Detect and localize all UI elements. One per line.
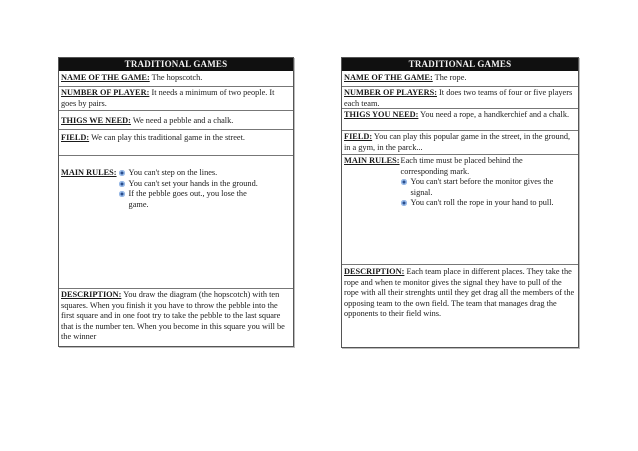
rule-item: You can't step on the lines.: [119, 168, 267, 179]
field-label: FIELD:: [61, 133, 90, 142]
rules-label: MAIN RULES:: [344, 156, 400, 165]
bullet-icon: [119, 191, 125, 197]
card-title: TRADITIONAL GAMES: [342, 58, 578, 71]
game-name-field: [59, 72, 293, 86]
description-value: Each team place in different places. They take the rope and when te monitor gives the signal they have to pull of the rope with all their strenghts until they get drag all the members of the opposing team to the own field. The team that manages drag the opponents to their field wins.: [344, 267, 575, 318]
players-label: NUMBER OF PLAYERS:: [344, 88, 437, 97]
rule-item: You can't set your hands in the ground.: [119, 179, 267, 190]
field-value: We can play this traditional game in the street.: [91, 133, 245, 142]
rule-item: Each time must be placed behind the corresponding mark.: [400, 156, 523, 176]
bullet-icon: [119, 170, 125, 176]
game-name-value: The hopscotch.: [151, 73, 203, 82]
bullet-icon: [401, 200, 407, 206]
game-name-label: NAME OF THE GAME:: [61, 73, 150, 82]
field-field: [342, 130, 578, 154]
things-field: [342, 108, 578, 130]
field-value: You can play this popular game in the street, in the ground, in a gym, in the parck...: [344, 132, 571, 152]
game-name-value: The rope.: [434, 73, 467, 82]
players-value: It does two teams of four or five players each team.: [344, 88, 573, 108]
field-label: FIELD:: [344, 132, 373, 141]
description-field: [59, 288, 293, 346]
description-label: DESCRIPTION:: [344, 267, 405, 276]
things-label: THIGS YOU NEED:: [344, 110, 419, 119]
description-field: [342, 264, 578, 347]
things-label: THIGS WE NEED:: [61, 116, 131, 125]
rule-item: If the pebble goes out., you lose the game.: [119, 189, 267, 210]
game-name-field: [342, 72, 578, 86]
game-name-label: NAME OF THE GAME:: [344, 73, 433, 82]
rules-label: MAIN RULES:: [61, 168, 117, 177]
things-field: [59, 110, 293, 129]
rule-item: You can't roll the rope in your hand to pull.: [401, 198, 571, 209]
things-value: We need a pebble and a chalk.: [132, 116, 234, 125]
players-field: [59, 86, 293, 110]
players-label: NUMBER OF PLAYER:: [61, 88, 150, 97]
game-card-rope: [341, 57, 579, 348]
rules-list: [119, 168, 267, 210]
players-field: [342, 86, 578, 108]
rules-field: [342, 154, 578, 264]
rules-list: [401, 156, 571, 209]
rule-item: You can't start before the monitor gives the signal.: [401, 177, 571, 198]
bullet-icon: [119, 181, 125, 187]
bullet-icon: [401, 179, 407, 185]
card-title: TRADITIONAL GAMES: [59, 58, 293, 71]
description-value: You draw the diagram (the hopscotch) with ten squares. When you finish it you have to throw the pebble into the first square and in one foot try to take the pebble to the last square that is the number ten. When you become in this square you will be the winner: [61, 290, 285, 341]
field-field: [59, 129, 293, 155]
things-value: You need a rope, a handkerchief and a chalk.: [420, 110, 570, 119]
players-value: It needs a minimum of two people. It goes by pairs.: [61, 88, 275, 108]
description-label: DESCRIPTION:: [61, 290, 122, 299]
rules-field: [59, 155, 293, 288]
game-card-hopscotch: [58, 57, 294, 347]
